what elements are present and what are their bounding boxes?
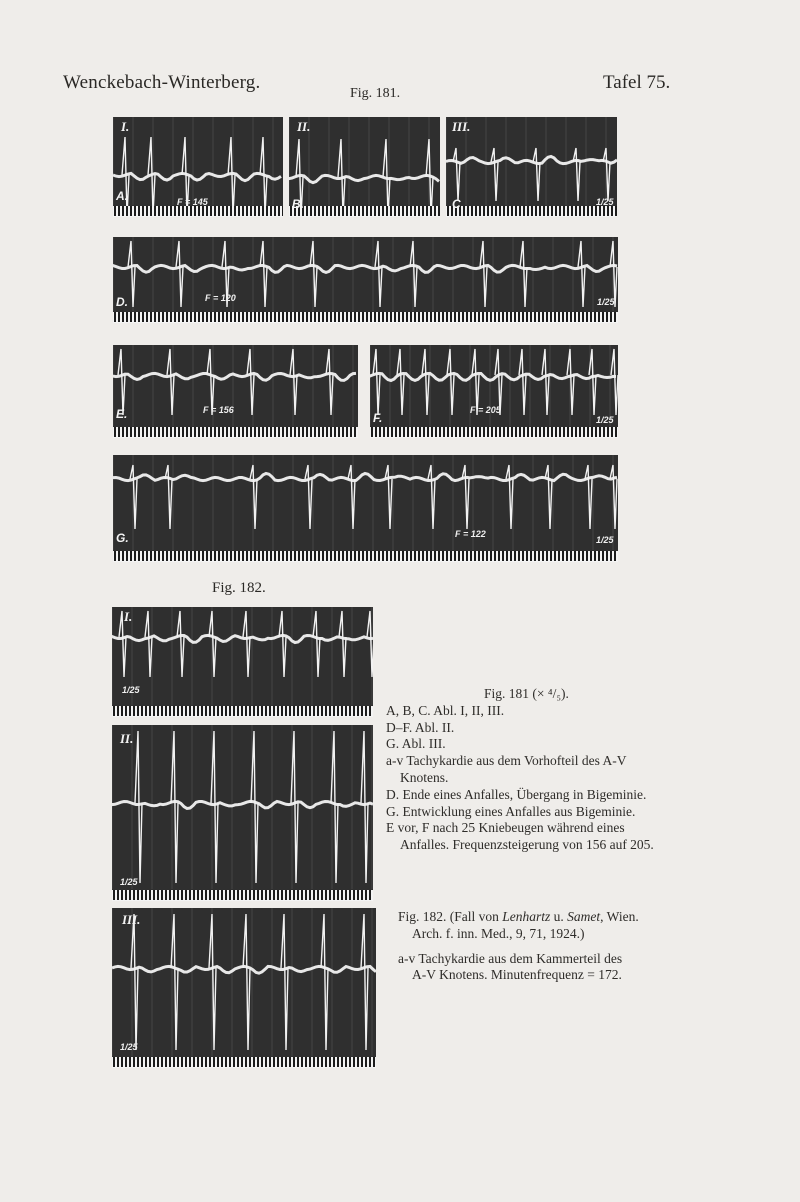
caption-text: , Wien. (600, 909, 639, 924)
time-scale-label: 1/25 (122, 685, 140, 695)
caption-line: A-V Knotens. Minutenfrequenz = 172. (412, 967, 622, 983)
lead-label: III. (122, 912, 141, 927)
qrs-complex (361, 914, 368, 1050)
qrs-complex (135, 731, 142, 883)
caption-line: E vor, F nach 25 Kniebeugen während eines (386, 820, 625, 836)
qrs-complex (145, 611, 152, 677)
time-scale-label: 1/25 (120, 877, 138, 887)
ecg-strip-182-II (112, 725, 373, 901)
time-scale-label: 1/25 (596, 535, 614, 545)
time-scale-label: 1/25 (597, 297, 615, 307)
lead-label: I. (121, 119, 130, 134)
time-scale-label: 1/25 (596, 197, 614, 207)
caption-line: Knotens. (400, 769, 449, 785)
caption-line: D. Ende eines Anfalles, Übergang in Bigeminie. (386, 786, 647, 802)
ecg-strip-181-A (113, 117, 283, 217)
ecg-trace-graphic (113, 455, 618, 562)
qrs-complex (243, 914, 250, 1050)
qrs-complex (428, 465, 435, 529)
plate-number: Tafel 75. (603, 72, 671, 93)
qrs-complex (385, 465, 392, 529)
ecg-strip-181-E (113, 345, 358, 438)
qrs-complex (375, 241, 382, 307)
caption-line: D–F. Abl. II. (386, 719, 455, 735)
caption-fig-181 (386, 686, 654, 854)
caption-line: a-v Tachykardie aus dem Kammerteil des (398, 950, 623, 966)
qrs-complex (397, 349, 404, 415)
strip-letter: F. (373, 411, 383, 425)
ecg-trace-graphic (112, 725, 373, 901)
qrs-complex (480, 241, 487, 307)
frequency-label: F = 120 (205, 293, 236, 303)
qrs-complex (520, 241, 527, 307)
ecg-trace-graphic (289, 117, 440, 217)
qrs-complex (611, 349, 618, 415)
caption-text: Fig. 182. (Fall von (398, 909, 499, 924)
qrs-complex (361, 731, 368, 883)
time-scale-label: 1/25 (120, 1042, 138, 1052)
strip-letter: G. (116, 531, 129, 545)
frequency-label: F = 122 (455, 529, 486, 539)
qrs-complex (491, 148, 498, 201)
frequency-label: F = 156 (203, 405, 234, 415)
caption-line: G. Entwicklung eines Anfalles aus Bigeminie. (386, 803, 636, 819)
lead-label: I. (124, 609, 133, 624)
qrs-complex (177, 611, 184, 677)
qrs-complex (506, 465, 513, 529)
lead-label: II. (297, 119, 311, 134)
frequency-label: F = 205 (470, 405, 501, 415)
caption-title: Fig. 181 (× ⁴/₅). (484, 686, 569, 701)
qrs-complex (118, 349, 125, 415)
lead-label: II. (120, 731, 134, 746)
figure-182-label: Fig. 182. (212, 580, 266, 596)
ecg-trace-graphic (113, 237, 618, 323)
caption-fig-182 (398, 909, 639, 984)
qrs-complex (542, 349, 549, 415)
ecg-strip-181-G (113, 455, 618, 562)
caption-line (398, 909, 639, 926)
ecg-strip-181-D (113, 237, 618, 323)
qrs-complex (339, 611, 346, 677)
strip-letter: E. (116, 407, 128, 421)
running-head-authors: Wenckebach-Winterberg. (63, 72, 261, 93)
lead-label: III. (452, 119, 471, 134)
caption-text: u. (553, 909, 564, 924)
ecg-strip-181-C (446, 117, 617, 217)
ecg-strip-181-B (289, 117, 440, 217)
qrs-complex (305, 465, 312, 529)
qrs-complex (573, 148, 580, 201)
qrs-complex (176, 241, 183, 307)
author-name: Lenhartz (502, 909, 551, 924)
qrs-complex (281, 914, 288, 1050)
caption-line: Arch. f. inn. Med., 9, 71, 1924.) (412, 925, 585, 941)
strip-letter: A. (116, 189, 128, 203)
caption-line: a-v Tachykardie aus dem Vorhofteil des A-V (386, 753, 627, 769)
qrs-complex (453, 148, 460, 201)
caption-line: G. Abl. III. (386, 736, 446, 752)
qrs-complex (279, 611, 286, 677)
qrs-complex (321, 914, 328, 1050)
qrs-complex (243, 611, 250, 677)
ecg-trace-graphic (370, 345, 618, 438)
qrs-complex (326, 349, 333, 415)
ecg-trace-graphic (446, 117, 617, 217)
ecg-trace-graphic (112, 607, 373, 717)
qrs-complex (422, 349, 429, 415)
qrs-complex (519, 349, 526, 415)
caption-line: A, B, C. Abl. I, II, III. (386, 702, 505, 718)
qrs-complex (462, 465, 469, 529)
ecg-strip-182-I (112, 607, 373, 717)
qrs-complex (165, 465, 172, 529)
author-name: Samet (567, 909, 601, 924)
qrs-complex (533, 148, 540, 201)
ecg-strip-182-III (112, 908, 376, 1068)
qrs-complex (373, 349, 380, 415)
ecg-trace-graphic (112, 908, 376, 1068)
qrs-complex (313, 611, 320, 677)
strip-letter: B. (292, 197, 304, 211)
strip-letter: C. (452, 197, 464, 211)
qrs-complex (545, 465, 552, 529)
qrs-complex (128, 241, 135, 307)
strip-letter: D. (116, 295, 128, 309)
caption-line: Anfalles. Frequenzsteigerung von 156 auf 205. (400, 837, 654, 853)
qrs-complex (228, 137, 235, 215)
qrs-complex (348, 465, 355, 529)
time-scale-label: 1/25 (596, 415, 614, 425)
ecg-trace-graphic (113, 345, 358, 438)
qrs-complex (578, 241, 585, 307)
qrs-complex (585, 465, 592, 529)
figure-181-label: Fig. 181. (350, 86, 401, 101)
frequency-label: F = 145 (177, 197, 208, 207)
qrs-complex (260, 241, 267, 307)
ecg-strip-181-F (370, 345, 618, 438)
